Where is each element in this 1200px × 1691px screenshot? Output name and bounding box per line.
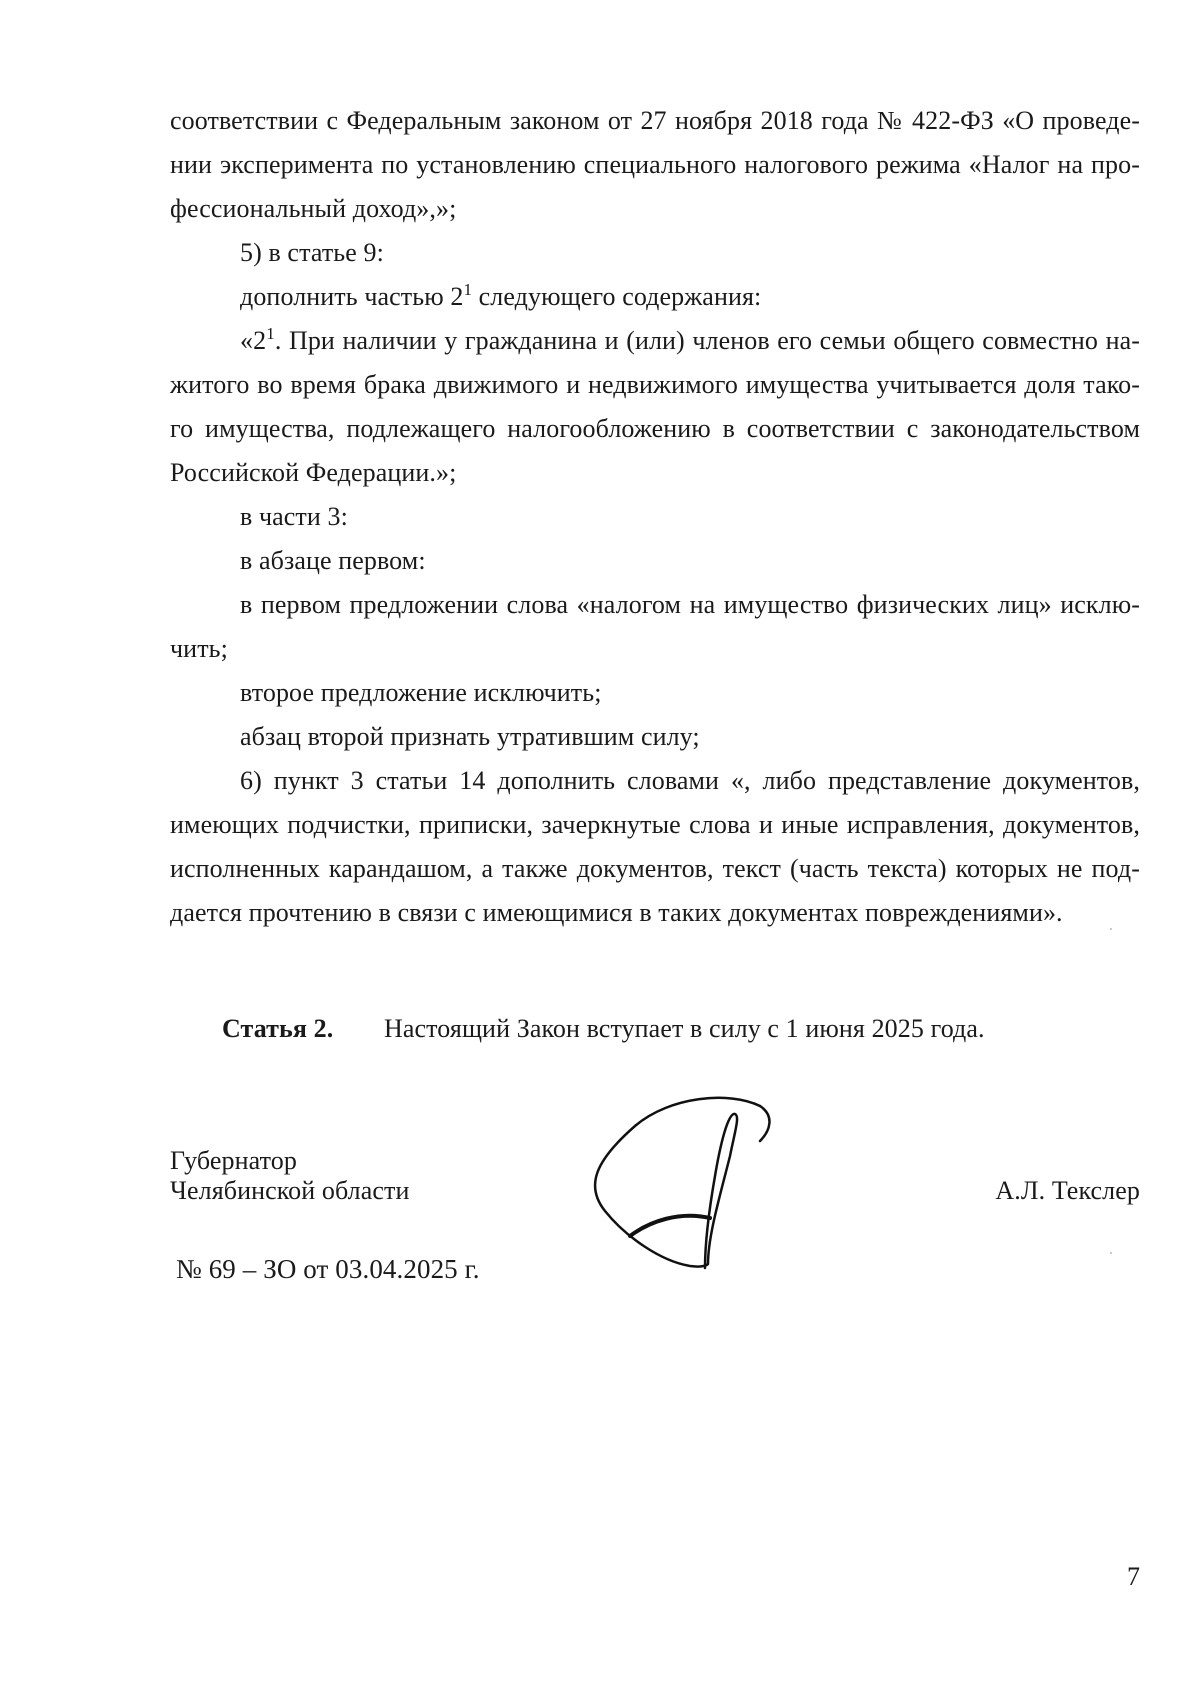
paragraph-line: фессиональный доход»,»;: [170, 194, 457, 223]
signatory-position: Губернатор: [170, 1146, 297, 1175]
paragraph-line: [240, 282, 761, 312]
paragraph-line: имеющих подчистки, приписки, зачеркнутые слова и иные исправления, документов,: [170, 810, 1140, 839]
paragraph-line: в части 3:: [240, 502, 348, 531]
paragraph-line: 6) пункт 3 статьи 14 дополнить словами «, либо представление документов,: [240, 766, 1140, 795]
article-text: Настоящий Закон вступает в силу с 1 июня 2025 года.: [384, 1014, 985, 1043]
paragraph-line: 5) в статье 9:: [240, 238, 384, 267]
line-text: «2: [240, 326, 267, 355]
paragraph-line: чить;: [170, 634, 228, 663]
paragraph-line: исполненных карандашом, а также документов, текст (часть текста) которых не под-: [170, 854, 1140, 883]
paragraph-line: в абзаце первом:: [240, 546, 426, 575]
superscript: 1: [463, 280, 473, 299]
article-heading: Статья 2.: [222, 1014, 334, 1043]
signatory-name: А.Л. Текслер: [995, 1176, 1140, 1205]
line-text: дополнить частью 2: [240, 282, 464, 311]
paragraph-line: нии эксперимента по установлению специального налогового режима «Налог на про-: [170, 150, 1140, 179]
page-number: 7: [1127, 1562, 1140, 1591]
paragraph-line: в первом предложении слова «налогом на имущество физических лиц» исклю-: [240, 590, 1140, 619]
superscript: 1: [266, 324, 275, 343]
handwritten-signature: [580, 1086, 790, 1286]
paragraph-line: дается прочтению в связи с имеющимися в таких документах повреждениями».: [170, 898, 1063, 927]
scan-speck: [1110, 1252, 1112, 1254]
line-text: следующего содержания:: [472, 282, 762, 311]
paragraph-line: Российской Федерации.»;: [170, 458, 457, 487]
paragraph-line: соответствии с Федеральным законом от 27 ноября 2018 года № 422-ФЗ «О проведе-: [170, 106, 1140, 135]
scan-speck: [1110, 928, 1112, 930]
paragraph-line: го имущества, подлежащего налогообложению в соответствии с законодательством: [170, 414, 1140, 443]
paragraph-line: [240, 326, 1140, 356]
paragraph-line: житого во время брака движимого и недвижимого имущества учитывается доля тако-: [170, 370, 1140, 399]
paragraph-line: абзац второй признать утратившим силу;: [240, 722, 700, 751]
signatory-region: Челябинской области: [170, 1176, 410, 1205]
law-number: № 69 – ЗО от 03.04.2025 г.: [176, 1254, 480, 1284]
line-text: . При наличии у гражданина и (или) членов его семьи общего совместно на-: [274, 326, 1140, 355]
paragraph-line: второе предложение исключить;: [240, 678, 602, 707]
